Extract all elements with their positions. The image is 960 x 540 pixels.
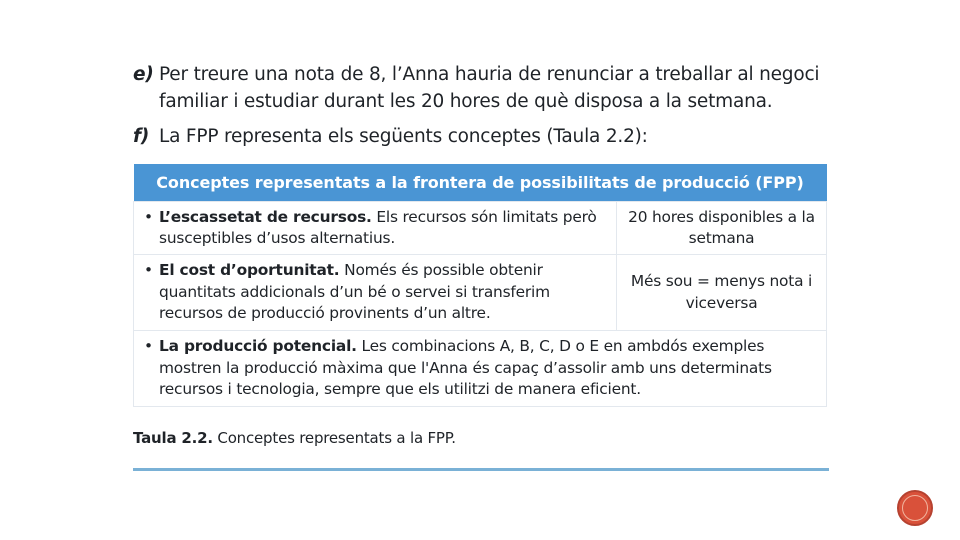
bullet-icon: • [144, 261, 153, 280]
seal-icon [897, 490, 933, 526]
concepts-table [133, 164, 827, 407]
table-caption [133, 429, 456, 447]
table-cell-concept [134, 255, 617, 331]
item-f-marker: f) [133, 126, 150, 147]
caption-text: Conceptes representats a la FPP. [212, 429, 456, 447]
table-cell-concept [134, 202, 617, 255]
concept-example: 20 hores disponibles a la setmana [617, 202, 827, 255]
caption-label: Taula 2.2. [133, 429, 213, 447]
concept-description: Només és possible obtenir quantitats addicionals d’un bé o servei si transferim recursos de producció provinents d’un altre. [159, 261, 550, 323]
concept-term: L’escassetat de recursos. [159, 207, 372, 226]
divider-line [133, 468, 829, 471]
concept-term: La producció potencial. [159, 337, 357, 356]
bullet-icon: • [144, 207, 153, 226]
bullet-icon: • [144, 337, 153, 356]
table-header: Conceptes representats a la frontera de possibilitats de producció (FPP) [134, 164, 827, 202]
table-row [134, 202, 827, 255]
item-e-marker: e) [133, 64, 154, 85]
table-cell-concept [134, 331, 827, 407]
concept-term: El cost d’oportunitat. [159, 261, 340, 280]
table-row [134, 331, 827, 407]
item-e-text: Per treure una nota de 8, l’Anna hauria de renunciar a treballar al negoci familiar i estudiar durant les 20 hores de què disposa a la setmana. [159, 64, 820, 112]
concept-description: Les combinacions A, B, C, D o E en ambdós exemples mostren la producció màxima que l'Anna és capaç d’assolir amb uns determinats recursos i tecnologia, sempre que els utilitzi de manera eficient. [159, 337, 772, 399]
concept-example: Més sou = menys nota i viceversa [617, 255, 827, 331]
item-f-text: La FPP representa els següents conceptes (Taula 2.2): [159, 126, 648, 147]
concept-description: Els recursos són limitats però susceptibles d’usos alternatius. [159, 207, 597, 247]
table-row [134, 255, 827, 331]
